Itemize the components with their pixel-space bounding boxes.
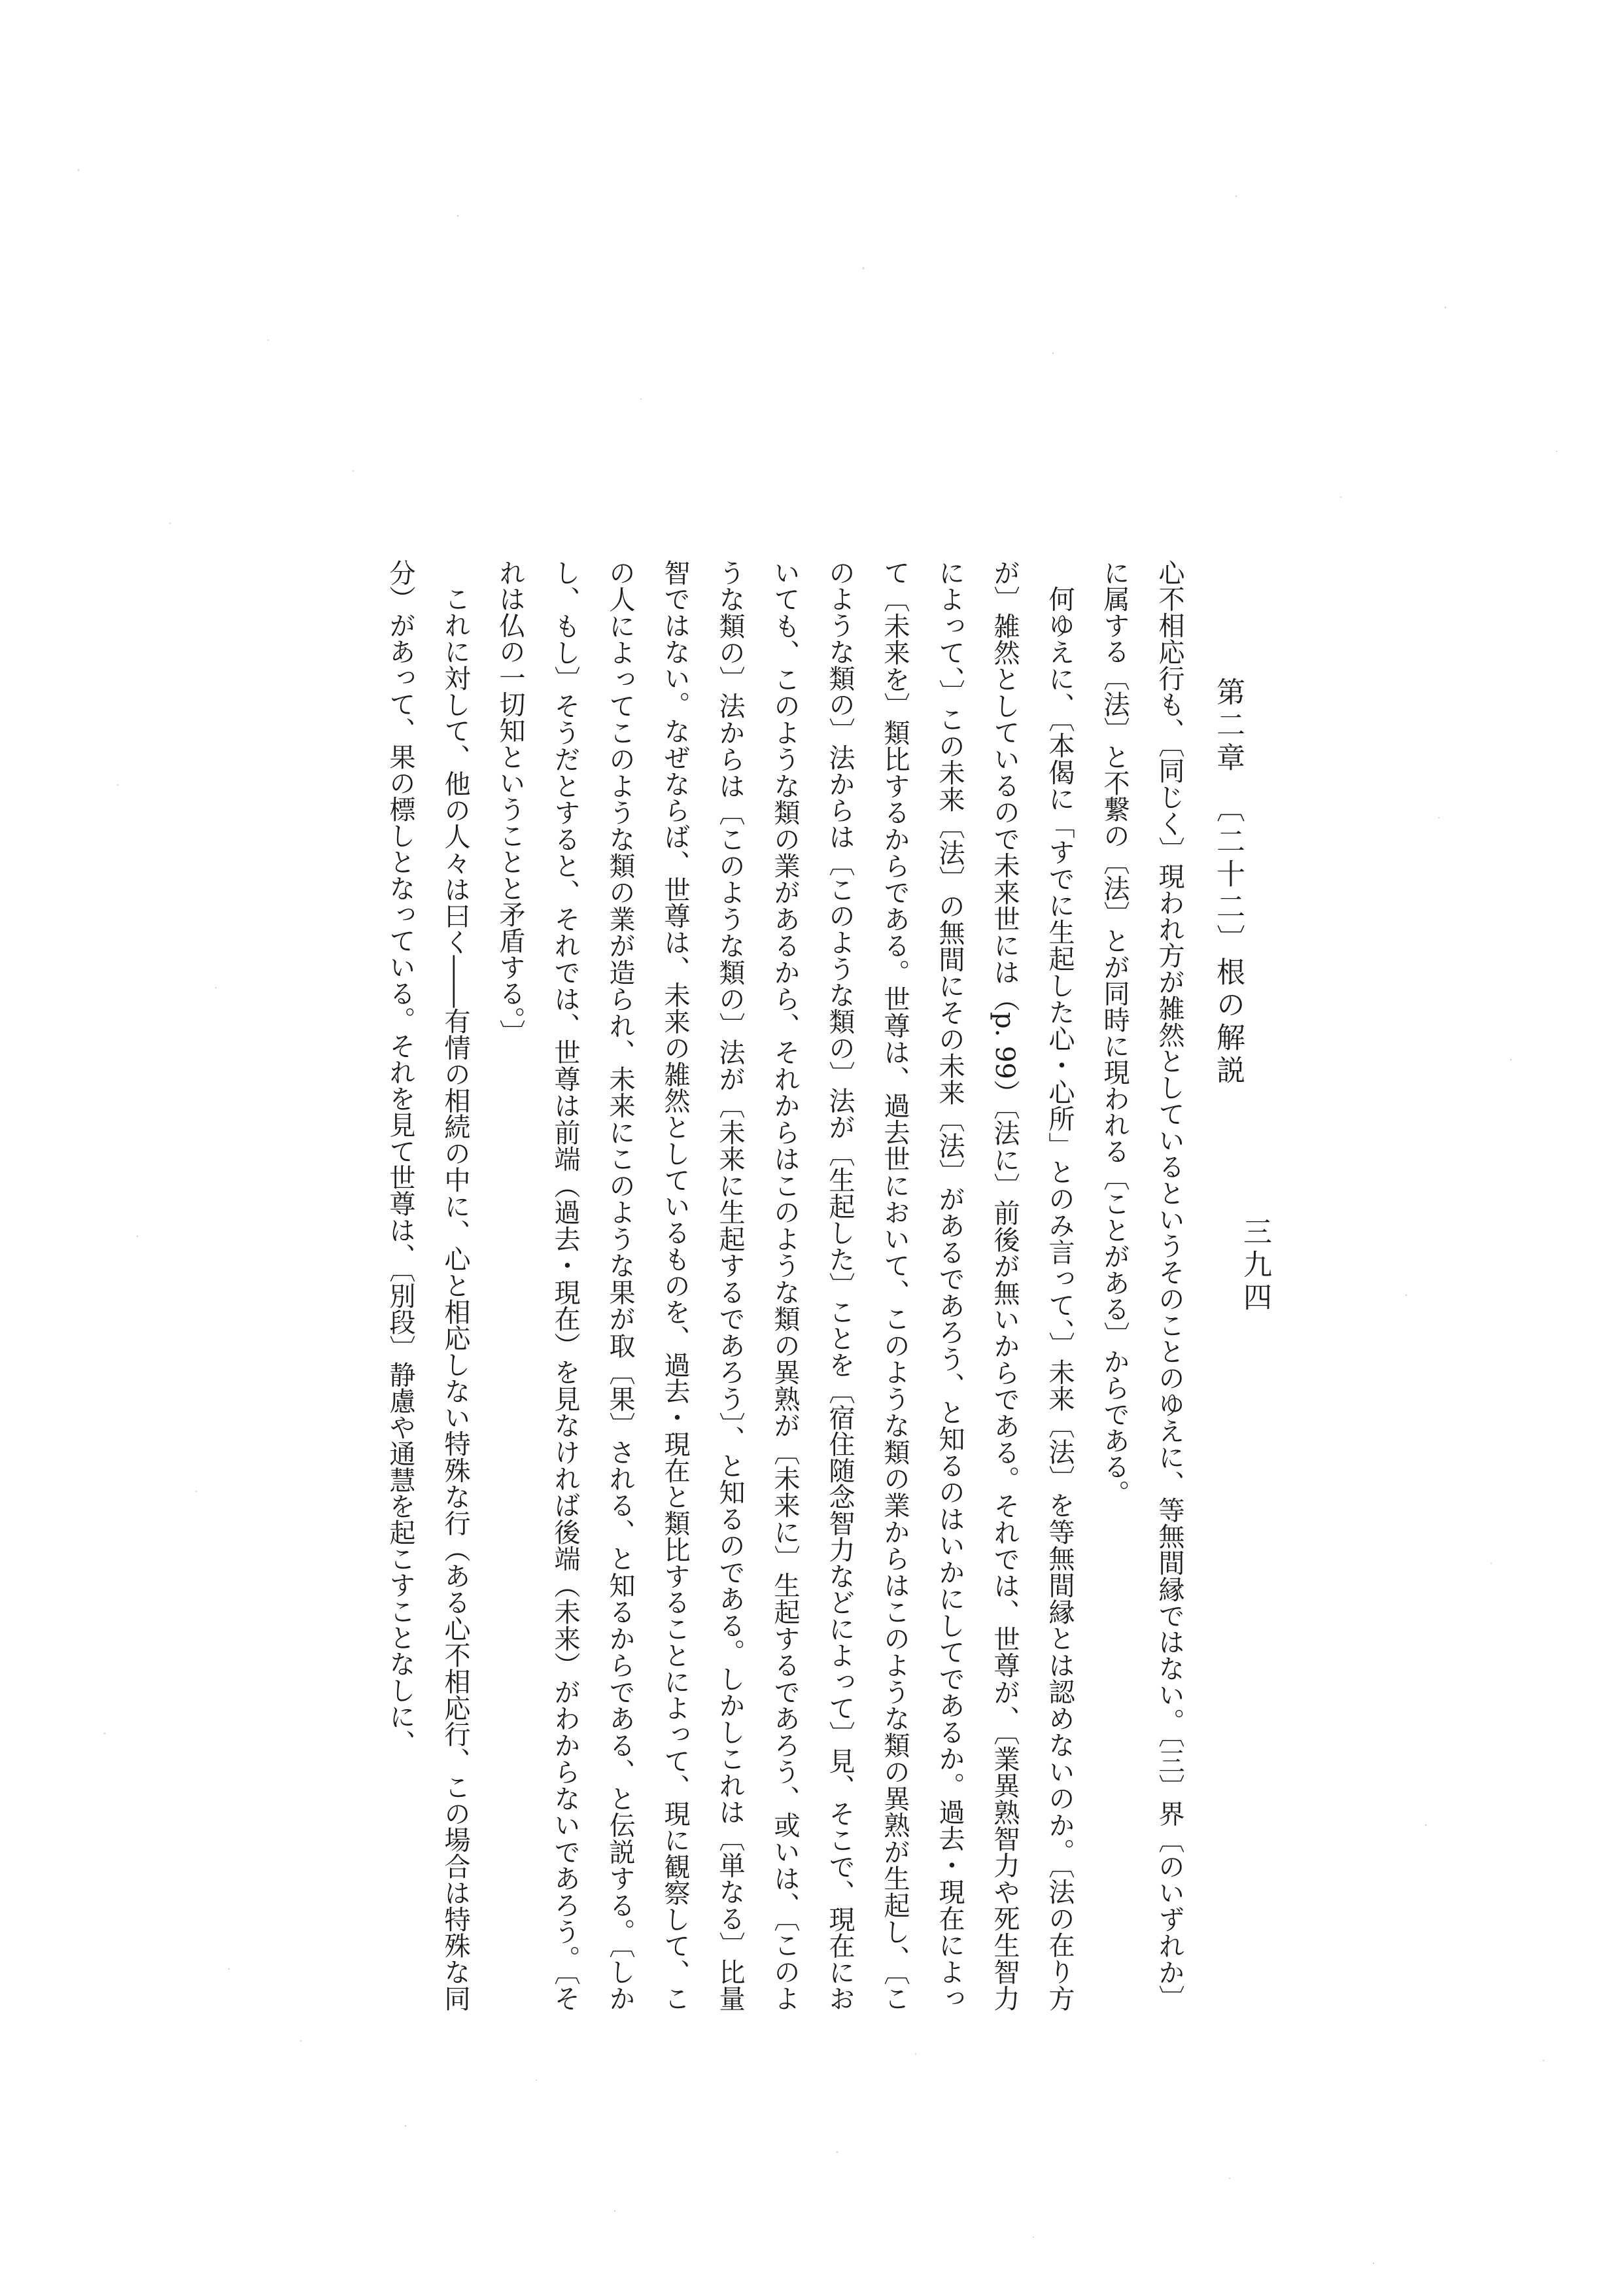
running-header: [1211, 677, 1245, 1088]
section-title: 〔二十二〕根の解説: [1211, 808, 1245, 1088]
paragraph-3: これに対して、他の人々は曰く――有情の相続の中に、心と相応しない特殊な行（ある心不相応行、この場合は特殊な同分）があって、果の標しとなっている。それを見て世尊は、〔別段〕静慮や通慧を起こすことなしに、: [385, 559, 470, 2011]
page-number: 三九四: [1238, 1217, 1271, 1315]
paragraph-1: 心不相応行も、〔同じく〕現われ方が雑然としているというそのことのゆえに、等無間縁ではない。〔三〕界〔のいずれか〕に属する〔法〕と不繋の〔法〕とが同時に現われる〔ことがある〕からである。: [1099, 559, 1184, 2011]
paragraph-2: 何ゆえに、〔本偈に「すでに生起した心・心所」とのみ言って、〕未来〔法〕を等無間縁とは認めないのか。〔法の在り方が〕雑然としているので未来世には（p. 99）〔法に〕前後が無いからである。それでは、世尊が、〔業異熟智力や死生智力によって、〕この未来〔法〕の無間にその未来〔法〕があるであろう、と知るのはいかにしてであるか。過去・現在によって〔未来を〕類比するからである。世尊は、過去世において、このような類の業からはこのような類の異熟が生起し、〔このような類の〕法からは〔このような類の〕法が〔生起した〕ことを〔宿住随念智力などによって〕見、そこで、現在においても、このような類の業があるから、それからはこのような類の異熟が〔未来に〕生起するであろう、或いは、〔このような類の〕法からは〔このような類の〕法が〔未来に生起するであろう〕、と知るのである。しかしこれは〔単なる〕比量智ではない。なぜならば、世尊は、未来の雑然としているものを、過去・現在と類比することによって、現に観察して、この人によってこのような類の業が造られ、未来にこのような果が取〔果〕される、と知るからである、と伝説する。〔しかし、もし〕そうだとすると、それでは、世尊は前端（過去・現在）を見なければ後端（未来）がわからないであろう。〔それは仏の一切知ということと矛盾する。〕: [495, 559, 1075, 2011]
chapter-label: 第二章: [1211, 677, 1245, 775]
header-spacer: [1211, 775, 1245, 808]
body-text: [275, 559, 1197, 2011]
